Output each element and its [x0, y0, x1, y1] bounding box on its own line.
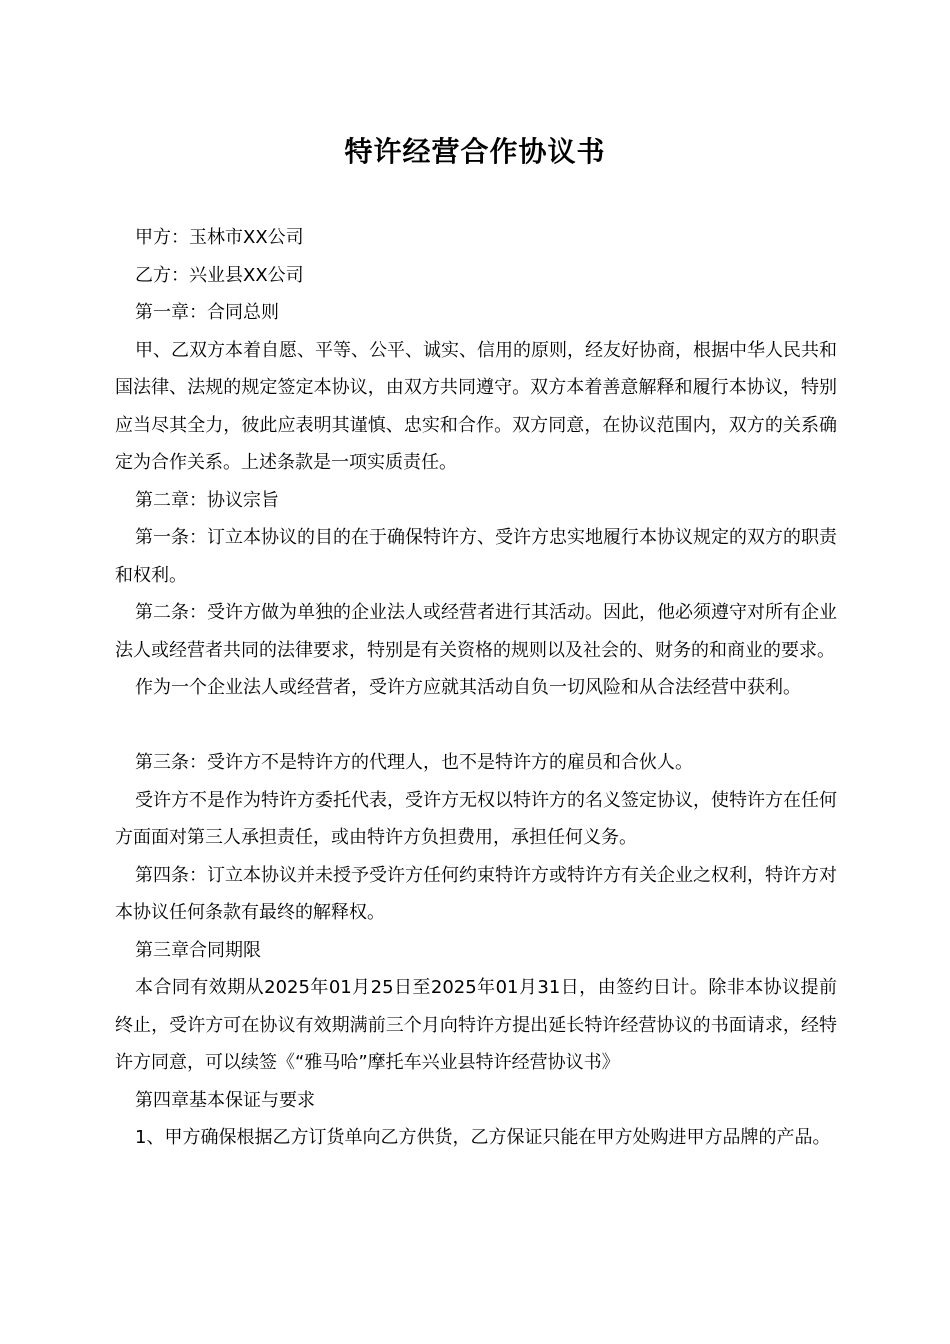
article-3: 第三条：受许方不是特许方的代理人，也不是特许方的雇员和合伙人。 [135, 752, 693, 773]
chapter-1-heading: 第一章：合同总则 [135, 302, 279, 323]
chapter-4-item-1: 1、甲方确保根据乙方订货单向乙方供货，乙方保证只能在甲方处购进甲方品牌的产品。 [135, 1127, 831, 1148]
article-3-continued: 受许方不是作为特许方委托代表，受许方无权以特许方的名义签定协议，使特许方在任何方面面对第三人承担责任，或由特许方负担费用，承担任何义务。 [115, 789, 837, 848]
chapter-3-heading: 第三章合同期限 [135, 939, 261, 961]
party-b: 乙方：兴业县XX公司 [135, 264, 304, 286]
contract-term-paragraph: 本合同有效期从2025年01月25日至2025年01月31日，由签约日计。除非本协议提前终止，受许方可在协议有效期满前三个月向特许方提出延长特许经营协议的书面请求，经特许方同意，可以续签《“雅马哈”摩托车兴业县特许经营协议书》 [115, 977, 837, 1073]
article-2: 第二条：受许方做为单独的企业法人或经营者进行其活动。因此，他必须遵守对所有企业法人或经营者共同的法律要求，特别是有关资格的规则以及社会的、财务的和商业的要求。 [115, 602, 837, 661]
paragraph-spacer [115, 707, 837, 745]
document-body [115, 219, 837, 1157]
chapter-2-heading: 第二章：协议宗旨 [135, 489, 279, 511]
article-1: 第一条：订立本协议的目的在于确保特许方、受许方忠实地履行本协议规定的双方的职责和权利。 [115, 527, 837, 586]
party-a: 甲方：玉林市XX公司 [135, 227, 304, 248]
document-title: 特许经营合作协议书 [344, 135, 606, 168]
chapter-4-heading: 第四章基本保证与要求 [135, 1089, 315, 1111]
article-4: 第四条：订立本协议并未授予受许方任何约束特许方或特许方有关企业之权利，特许方对本协议任何条款有最终的解释权。 [115, 864, 837, 923]
article-2-continued: 作为一个企业法人或经营者，受许方应就其活动自负一切风险和从合法经营中获利。 [135, 677, 801, 698]
chapter-1-paragraph: 甲、乙双方本着自愿、平等、公平、诚实、信用的原则，经友好协商，根据中华人民共和国法律、法规的规定签定本协议，由双方共同遵守。双方本着善意解释和履行本协议，特别应当尽其全力，彼此应表明其谨慎、忠实和合作。双方同意，在协议范围内，双方的关系确定为合作关系。上述条款是一项实质责任。 [115, 339, 837, 473]
